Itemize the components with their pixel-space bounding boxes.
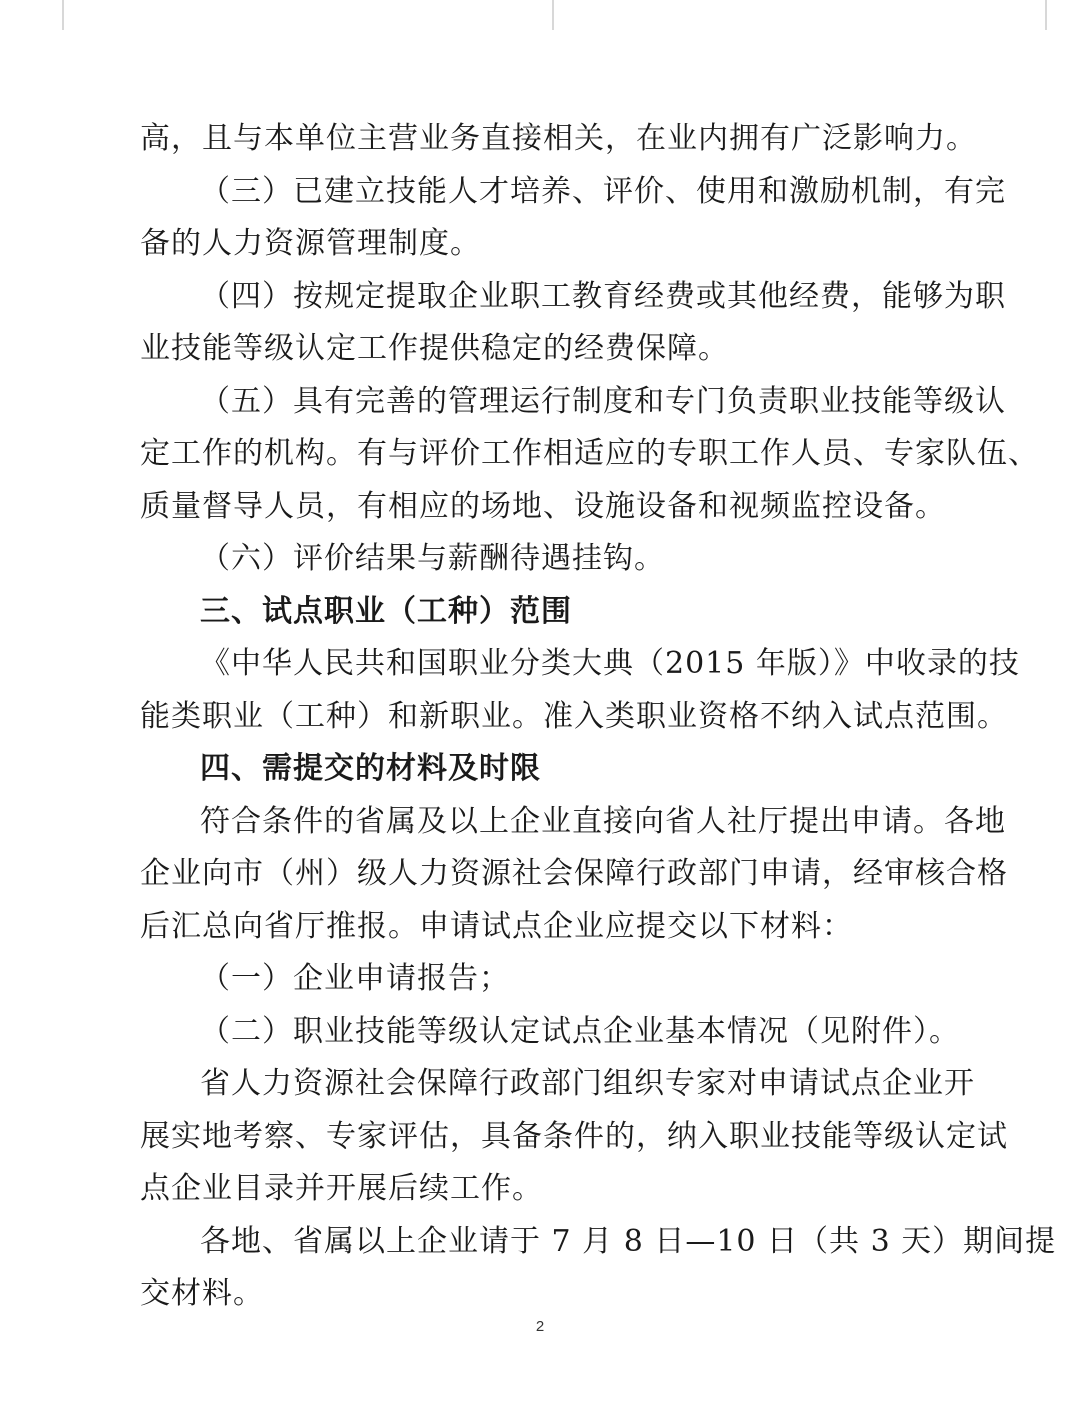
paragraph-line: 符合条件的省属及以上企业直接向省人社厅提出申请。各地 xyxy=(200,803,1006,839)
paragraph-line: 省人力资源社会保障行政部门组织专家对申请试点企业开 xyxy=(200,1066,975,1101)
paragraph-line: 业技能等级认定工作提供稳定的经费保障。 xyxy=(140,331,729,366)
scan-mark xyxy=(1045,0,1047,30)
paragraph-line: 点企业目录并开展后续工作。 xyxy=(140,1171,543,1206)
paragraph-line: 企业向市（州）级人力资源社会保障行政部门申请，经审核合格 xyxy=(140,856,1008,891)
paragraph-line: （二）职业技能等级认定试点企业基本情况（见附件）。 xyxy=(200,1013,960,1049)
paragraph-line: 能类职业（工种）和新职业。准入类职业资格不纳入试点范围。 xyxy=(140,698,1008,734)
paragraph-line: 交材料。 xyxy=(140,1276,264,1311)
paragraph-line: 展实地考察、专家评估，具备条件的，纳入职业技能等级认定试 xyxy=(140,1118,1008,1154)
paragraph-line: 各地、省属以上企业请于 7 月 8 日—10 日（共 3 天）期间提 xyxy=(200,1223,1057,1259)
paragraph-line: （六）评价结果与薪酬待遇挂钩。 xyxy=(200,541,665,576)
paragraph-line: （一）企业申请报告； xyxy=(200,961,510,996)
page-number: 2 xyxy=(535,1318,545,1335)
section-heading: 四、需提交的材料及时限 xyxy=(200,751,541,786)
scan-mark xyxy=(62,0,64,30)
document-body xyxy=(140,113,1057,1321)
paragraph-line: （五）具有完善的管理运行制度和专门负责职业技能等级认 xyxy=(200,383,1006,419)
paragraph-line: 后汇总向省厅推报。申请试点企业应提交以下材料： xyxy=(140,908,853,944)
paragraph-line: 定工作的机构。有与评价工作相适应的专职工作人员、专家队伍、 xyxy=(140,436,1039,471)
paragraph-line: （四）按规定提取企业职工教育经费或其他经费，能够为职 xyxy=(200,278,1006,314)
section-heading: 三、试点职业（工种）范围 xyxy=(200,593,572,629)
paragraph-line: 质量督导人员，有相应的场地、设施设备和视频监控设备。 xyxy=(140,488,946,524)
scan-mark xyxy=(552,0,554,30)
paragraph-line: 《中华人民共和国职业分类大典（2015 年版）》中收录的技 xyxy=(200,646,1020,681)
paragraph-line: 备的人力资源管理制度。 xyxy=(140,226,481,261)
paragraph-line: （三）已建立技能人才培养、评价、使用和激励机制，有完 xyxy=(200,173,1006,209)
paragraph-line: 高，且与本单位主营业务直接相关，在业内拥有广泛影响力。 xyxy=(140,121,977,156)
